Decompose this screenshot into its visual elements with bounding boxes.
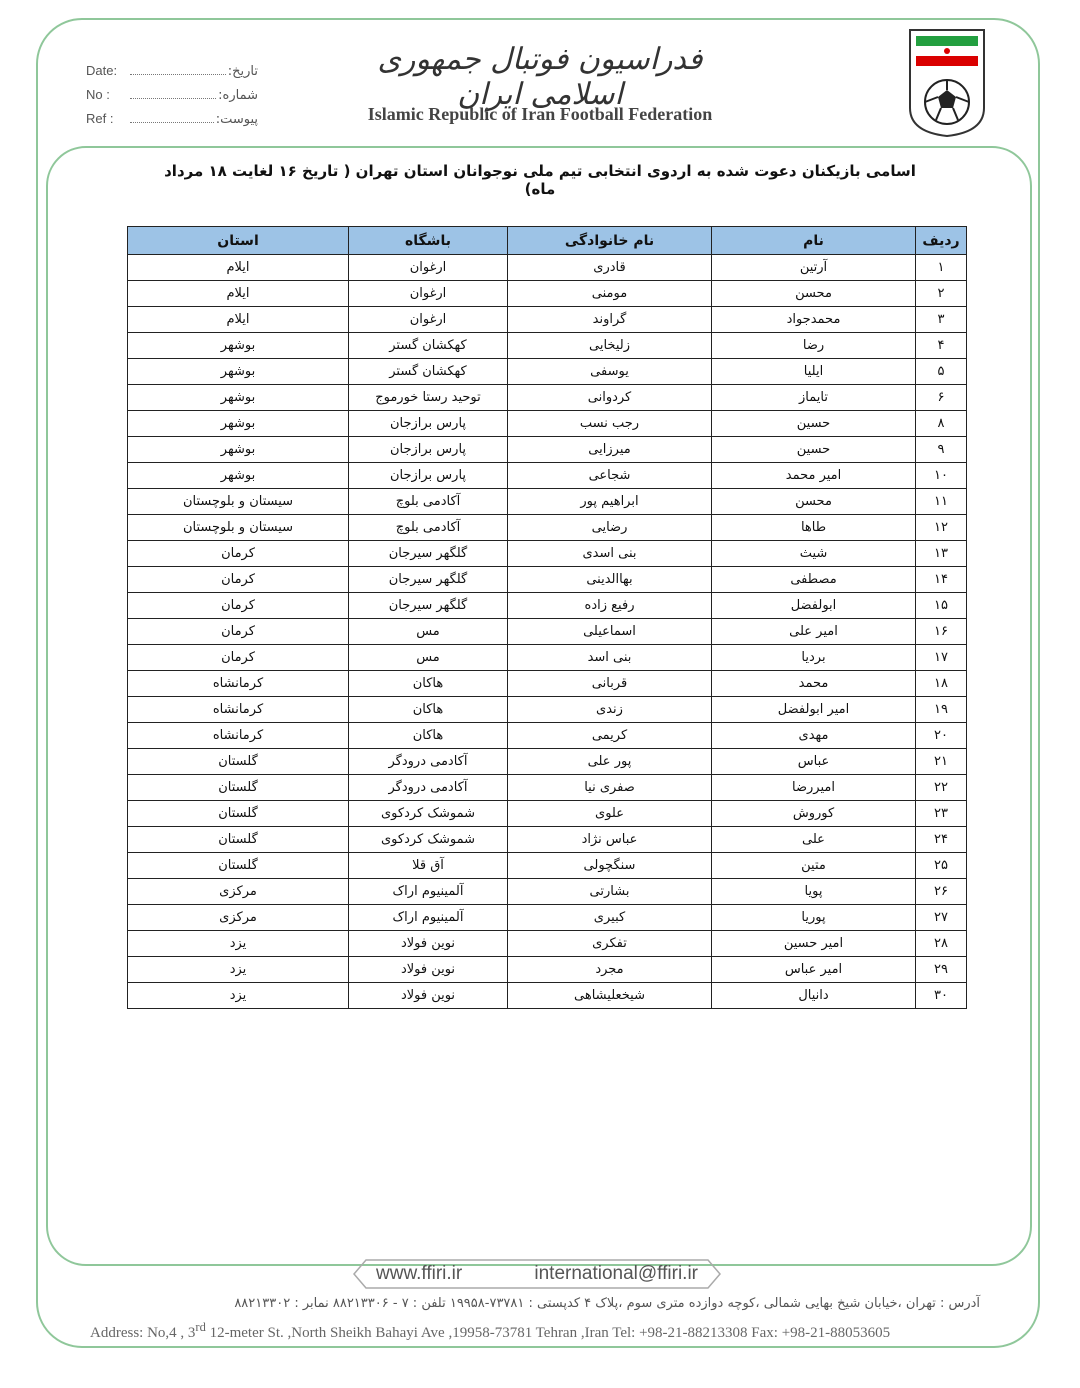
cell-last-name: بنی اسدی	[508, 541, 712, 567]
cell-last-name: زلیخایی	[508, 333, 712, 359]
cell-first-name: محمد	[712, 671, 916, 697]
cell-club: پارس برازجان	[349, 463, 508, 489]
table-row	[128, 307, 967, 333]
cell-province: سیستان و بلوچستان	[128, 515, 349, 541]
website-link[interactable]: www.ffiri.ir	[376, 1263, 463, 1284]
cell-province: بوشهر	[128, 333, 349, 359]
cell-club: گلگهر سیرجان	[349, 541, 508, 567]
cell-province: کرمانشاه	[128, 697, 349, 723]
cell-club: گلگهر سیرجان	[349, 567, 508, 593]
cell-province: ایلام	[128, 281, 349, 307]
players-table	[127, 226, 967, 1009]
cell-row-number: ۱۶	[916, 619, 967, 645]
cell-first-name: محمدجواد	[712, 307, 916, 333]
cell-first-name: علی	[712, 827, 916, 853]
cell-last-name: بشارتی	[508, 879, 712, 905]
meta-number	[86, 86, 258, 110]
table-row	[128, 593, 967, 619]
meta-label-fa: تاریخ:	[227, 64, 258, 79]
table-row	[128, 437, 967, 463]
cell-province: گلستان	[128, 775, 349, 801]
cell-first-name: رضا	[712, 333, 916, 359]
cell-first-name: مهدی	[712, 723, 916, 749]
cell-province: بوشهر	[128, 359, 349, 385]
cell-club: گلگهر سیرجان	[349, 593, 508, 619]
meta-label-fa: پیوست:	[215, 112, 258, 127]
cell-row-number: ۲۳	[916, 801, 967, 827]
cell-row-number: ۲۷	[916, 905, 967, 931]
cell-row-number: ۳	[916, 307, 967, 333]
players-table-body	[128, 255, 967, 1009]
cell-club: مس	[349, 619, 508, 645]
cell-first-name: شیث	[712, 541, 916, 567]
meta-label-en: Date:	[86, 63, 118, 78]
cell-club: آکادمی بلوچ	[349, 515, 508, 541]
cell-row-number: ۱۳	[916, 541, 967, 567]
cell-first-name: پوریا	[712, 905, 916, 931]
cell-last-name: رفیع زاده	[508, 593, 712, 619]
cell-first-name: آرتین	[712, 255, 916, 281]
table-header-row	[128, 227, 967, 255]
cell-row-number: ۹	[916, 437, 967, 463]
cell-row-number: ۳۰	[916, 983, 967, 1009]
cell-last-name: زندی	[508, 697, 712, 723]
cell-last-name: سنگچولی	[508, 853, 712, 879]
letter-meta	[86, 62, 258, 134]
cell-last-name: میرزایی	[508, 437, 712, 463]
address-en-part: 12-meter St. ,North Sheikh Bahayi Ave ,19958-73781 Tehran ,Iran Tel: +98-21-88213308 Fax: +98-21-88053605	[205, 1325, 891, 1341]
meta-dots	[130, 110, 214, 123]
cell-first-name: متین	[712, 853, 916, 879]
cell-row-number: ۶	[916, 385, 967, 411]
cell-club: آکادمی بلوچ	[349, 489, 508, 515]
cell-last-name: کریمی	[508, 723, 712, 749]
cell-club: آق قلا	[349, 853, 508, 879]
table-row	[128, 385, 967, 411]
cell-last-name: یوسفی	[508, 359, 712, 385]
meta-date	[86, 62, 258, 86]
cell-first-name: امیر محمد	[712, 463, 916, 489]
col-header-province: استان	[128, 227, 349, 255]
table-row	[128, 489, 967, 515]
cell-province: گلستان	[128, 749, 349, 775]
meta-label-en: No :	[86, 87, 110, 102]
cell-province: کرمان	[128, 567, 349, 593]
cell-row-number: ۲	[916, 281, 967, 307]
table-row	[128, 411, 967, 437]
table-row	[128, 671, 967, 697]
table-row	[128, 567, 967, 593]
cell-club: شموشک کردکوی	[349, 827, 508, 853]
cell-first-name: محسن	[712, 489, 916, 515]
cell-club: آلمینیوم اراک	[349, 879, 508, 905]
cell-club: نوین فولاد	[349, 931, 508, 957]
table-row	[128, 697, 967, 723]
cell-club: ارغوان	[349, 307, 508, 333]
table-row	[128, 333, 967, 359]
cell-province: یزد	[128, 983, 349, 1009]
table-row	[128, 359, 967, 385]
cell-club: کهکشان گستر	[349, 359, 508, 385]
cell-row-number: ۱۲	[916, 515, 967, 541]
meta-ref	[86, 110, 258, 134]
cell-province: گلستان	[128, 827, 349, 853]
cell-last-name: مجرد	[508, 957, 712, 983]
meta-label-en: Ref :	[86, 111, 114, 126]
cell-last-name: علوی	[508, 801, 712, 827]
table-row	[128, 255, 967, 281]
table-row	[128, 749, 967, 775]
cell-row-number: ۱۱	[916, 489, 967, 515]
cell-last-name: رضایی	[508, 515, 712, 541]
table-row	[128, 723, 967, 749]
cell-club: شموشک کردکوی	[349, 801, 508, 827]
cell-province: بوشهر	[128, 385, 349, 411]
table-row	[128, 281, 967, 307]
cell-row-number: ۸	[916, 411, 967, 437]
cell-province: بوشهر	[128, 411, 349, 437]
cell-club: هاکان	[349, 671, 508, 697]
cell-first-name: دانیال	[712, 983, 916, 1009]
address-fa: آدرس : تهران ،خیابان شیخ بهایی شمالی ،کوچه دوازده متری سوم ،پلاک ۴ کدپستی : ۷۳۷۸۱-۱۹۹۵۸ تلفن : ۷ - ۸۸۲۱۳۳۰۶ نمابر : ۸۸۲۱۳۳۰۲	[234, 1296, 980, 1311]
table-row	[128, 853, 967, 879]
cell-last-name: شیخعلیشاهی	[508, 983, 712, 1009]
address-en	[90, 1320, 990, 1342]
cell-last-name: عباس نژاد	[508, 827, 712, 853]
cell-last-name: اسماعیلی	[508, 619, 712, 645]
cell-row-number: ۲۴	[916, 827, 967, 853]
org-name-en: Islamic Republic of Iran Football Federation	[367, 104, 713, 124]
meta-label-fa: شماره:	[218, 88, 258, 103]
cell-club: مس	[349, 645, 508, 671]
cell-row-number: ۱۹	[916, 697, 967, 723]
cell-last-name: ابراهیم پور	[508, 489, 712, 515]
org-name-fa: فدراسیون فوتبال جمهوری اسلامی ایران	[377, 42, 703, 112]
cell-club: ارغوان	[349, 281, 508, 307]
cell-first-name: حسین	[712, 437, 916, 463]
cell-province: کرمانشاه	[128, 723, 349, 749]
cell-province: سیستان و بلوچستان	[128, 489, 349, 515]
cell-last-name: صفری نیا	[508, 775, 712, 801]
table-row	[128, 931, 967, 957]
col-header-first-name: نام	[712, 227, 916, 255]
table-row	[128, 619, 967, 645]
cell-province: بوشهر	[128, 463, 349, 489]
table-row	[128, 515, 967, 541]
cell-first-name: پویا	[712, 879, 916, 905]
cell-club: هاکان	[349, 697, 508, 723]
cell-row-number: ۱	[916, 255, 967, 281]
cell-row-number: ۱۴	[916, 567, 967, 593]
table-row	[128, 645, 967, 671]
cell-last-name: گراوند	[508, 307, 712, 333]
cell-row-number: ۴	[916, 333, 967, 359]
cell-club: پارس برازجان	[349, 437, 508, 463]
footer-web	[352, 1258, 722, 1290]
cell-province: کرمانشاه	[128, 671, 349, 697]
cell-first-name: طاها	[712, 515, 916, 541]
cell-first-name: عباس	[712, 749, 916, 775]
table-row	[128, 827, 967, 853]
cell-row-number: ۲۰	[916, 723, 967, 749]
col-header-row-number: ردیف	[916, 227, 967, 255]
table-row	[128, 879, 967, 905]
table-row	[128, 957, 967, 983]
cell-last-name: مومنی	[508, 281, 712, 307]
cell-first-name: امیر حسین	[712, 931, 916, 957]
cell-last-name: تفکری	[508, 931, 712, 957]
col-header-last-name: نام خانوادگی	[508, 227, 712, 255]
table-row	[128, 905, 967, 931]
cell-province: بوشهر	[128, 437, 349, 463]
cell-first-name: حسین	[712, 411, 916, 437]
email-link[interactable]: international@ffiri.ir	[534, 1263, 698, 1284]
cell-last-name: شجاعی	[508, 463, 712, 489]
cell-club: کهکشان گستر	[349, 333, 508, 359]
cell-row-number: ۲۲	[916, 775, 967, 801]
cell-club: آلمینیوم اراک	[349, 905, 508, 931]
cell-province: کرمان	[128, 541, 349, 567]
cell-first-name: ابولفضل	[712, 593, 916, 619]
meta-dots	[130, 86, 216, 99]
address-en-sup: rd	[195, 1320, 206, 1334]
cell-row-number: ۱۵	[916, 593, 967, 619]
address-en-part: Address: No,4 , 3	[90, 1325, 196, 1341]
cell-row-number: ۱۸	[916, 671, 967, 697]
cell-last-name: پور علی	[508, 749, 712, 775]
cell-last-name: کردوانی	[508, 385, 712, 411]
cell-first-name: ایلیا	[712, 359, 916, 385]
cell-last-name: بهاالدینی	[508, 567, 712, 593]
cell-province: یزد	[128, 931, 349, 957]
cell-club: ارغوان	[349, 255, 508, 281]
cell-province: گلستان	[128, 853, 349, 879]
table-row	[128, 983, 967, 1009]
cell-row-number: ۱۷	[916, 645, 967, 671]
cell-last-name: قادری	[508, 255, 712, 281]
cell-province: گلستان	[128, 801, 349, 827]
cell-province: کرمان	[128, 645, 349, 671]
cell-row-number: ۵	[916, 359, 967, 385]
cell-row-number: ۲۸	[916, 931, 967, 957]
col-header-club: باشگاه	[349, 227, 508, 255]
table-row	[128, 541, 967, 567]
cell-first-name: امیررضا	[712, 775, 916, 801]
table-row	[128, 463, 967, 489]
cell-row-number: ۱۰	[916, 463, 967, 489]
cell-club: آکادمی درودگر	[349, 775, 508, 801]
cell-row-number: ۲۶	[916, 879, 967, 905]
cell-club: نوین فولاد	[349, 983, 508, 1009]
cell-province: مرکزی	[128, 905, 349, 931]
document-title: اسامی بازیکنان دعوت شده به اردوی انتخابی تیم ملی نوجوانان استان تهران ( تاریخ ۱۶ لغایت ۱۸ مرداد ماه)	[164, 162, 916, 198]
cell-first-name: مصطفی	[712, 567, 916, 593]
cell-last-name: بنی اسد	[508, 645, 712, 671]
federation-logo-icon	[908, 28, 986, 138]
cell-row-number: ۲۹	[916, 957, 967, 983]
cell-club: هاکان	[349, 723, 508, 749]
cell-first-name: امیر عباس	[712, 957, 916, 983]
cell-province: کرمان	[128, 619, 349, 645]
cell-club: نوین فولاد	[349, 957, 508, 983]
cell-last-name: قربانی	[508, 671, 712, 697]
cell-province: یزد	[128, 957, 349, 983]
cell-province: ایلام	[128, 307, 349, 333]
cell-row-number: ۲۵	[916, 853, 967, 879]
cell-first-name: امیر ابولفضل	[712, 697, 916, 723]
table-row	[128, 775, 967, 801]
cell-club: آکادمی درودگر	[349, 749, 508, 775]
table-row	[128, 801, 967, 827]
cell-province: مرکزی	[128, 879, 349, 905]
cell-first-name: بردیا	[712, 645, 916, 671]
cell-first-name: امیر علی	[712, 619, 916, 645]
cell-row-number: ۲۱	[916, 749, 967, 775]
cell-first-name: کوروش	[712, 801, 916, 827]
cell-first-name: تایماز	[712, 385, 916, 411]
cell-club: پارس برازجان	[349, 411, 508, 437]
cell-club: توحید رستا خورموج	[349, 385, 508, 411]
cell-last-name: رجب نسب	[508, 411, 712, 437]
meta-dots	[130, 62, 226, 75]
cell-first-name: محسن	[712, 281, 916, 307]
cell-province: ایلام	[128, 255, 349, 281]
cell-last-name: کبیری	[508, 905, 712, 931]
cell-province: کرمان	[128, 593, 349, 619]
